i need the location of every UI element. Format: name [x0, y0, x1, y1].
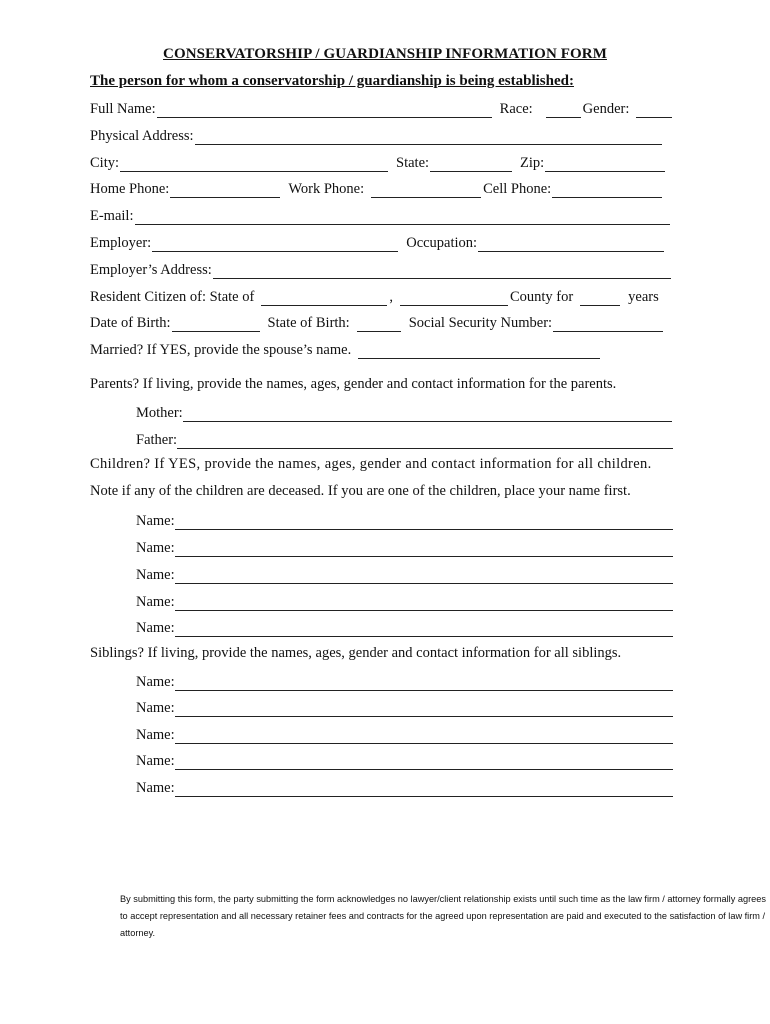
child-name-field[interactable] — [175, 568, 439, 584]
child-details-field[interactable] — [439, 621, 673, 637]
sibling-name-field[interactable] — [175, 728, 439, 744]
sibling-name-label: Name: — [136, 700, 175, 716]
child-name-label: Name: — [136, 540, 175, 556]
cell-phone-field[interactable] — [552, 182, 662, 198]
sibling-details-field[interactable] — [439, 701, 673, 717]
comma-text: , — [389, 289, 393, 305]
row-married — [90, 339, 602, 359]
work-phone-label: Work Phone: — [288, 181, 365, 197]
child-name-row — [136, 591, 673, 611]
married-label: Married? If YES, provide the spouse’s name. — [90, 342, 352, 358]
work-phone-field[interactable] — [371, 182, 481, 198]
sibling-name-row — [136, 724, 673, 744]
occupation-field[interactable] — [478, 236, 664, 252]
race-field[interactable] — [546, 102, 581, 118]
sibling-name-label: Name: — [136, 780, 175, 796]
row-father — [136, 429, 673, 449]
resident-state-field[interactable] — [261, 290, 387, 306]
child-name-row — [136, 537, 673, 557]
full-name-label: Full Name: — [90, 101, 156, 117]
email-field[interactable] — [135, 209, 670, 225]
row-birth-ssn — [90, 312, 665, 332]
race-label: Race: — [499, 101, 533, 117]
employer-address-label: Employer’s Address: — [90, 262, 212, 278]
father-field[interactable] — [177, 433, 673, 449]
home-phone-field[interactable] — [170, 182, 280, 198]
row-city-state-zip — [90, 152, 667, 172]
child-details-field[interactable] — [439, 568, 673, 584]
resident-citizen-label: Resident Citizen of: State of — [90, 289, 255, 305]
row-email — [90, 205, 672, 225]
employer-address-field[interactable] — [213, 263, 671, 279]
row-phones — [90, 178, 664, 198]
children-instruction-line1: Children? If YES, provide the names, ages, gender and contact information for all children. — [90, 456, 652, 472]
row-employer-address — [90, 259, 673, 279]
email-label: E-mail: — [90, 208, 134, 224]
county-for-label: County for — [509, 289, 574, 305]
employer-label: Employer: — [90, 235, 152, 251]
section-subheading: The person for whom a conservatorship / guardianship is being established: — [90, 73, 574, 89]
state-of-birth-label: State of Birth: — [267, 315, 350, 331]
state-of-birth-field[interactable] — [357, 316, 401, 332]
physical-address-field[interactable] — [195, 129, 662, 145]
row-employer — [90, 232, 666, 252]
child-name-row — [136, 617, 673, 637]
sibling-details-field[interactable] — [439, 675, 673, 691]
sibling-name-field[interactable] — [175, 781, 439, 797]
child-details-field[interactable] — [439, 514, 673, 530]
child-name-field[interactable] — [175, 595, 439, 611]
row-physical-address — [90, 125, 664, 145]
city-field[interactable] — [120, 156, 388, 172]
ssn-field[interactable] — [553, 316, 663, 332]
child-details-field[interactable] — [439, 595, 673, 611]
sibling-name-field[interactable] — [175, 675, 439, 691]
child-name-field[interactable] — [175, 621, 439, 637]
child-name-label: Name: — [136, 567, 175, 583]
mother-field[interactable] — [183, 406, 672, 422]
employer-field[interactable] — [152, 236, 398, 252]
gender-label: Gender: — [582, 101, 630, 117]
zip-field[interactable] — [545, 156, 665, 172]
sibling-name-row — [136, 777, 673, 797]
county-field[interactable] — [400, 290, 508, 306]
state-label: State: — [396, 155, 430, 171]
cell-phone-label: Cell Phone: — [483, 181, 552, 197]
child-details-field[interactable] — [439, 541, 673, 557]
home-phone-label: Home Phone: — [90, 181, 170, 197]
sibling-name-row — [136, 697, 673, 717]
disclaimer-text: By submitting this form, the party submitting the form acknowledges no lawyer/client relationship exists until such time as the law firm / attorney formally agrees to accept representation and all necessary retainer fees and contracts for the agreed upon representation are paid and executed to the satisfaction of law firm / attorney. — [120, 894, 766, 938]
sibling-details-field[interactable] — [439, 728, 673, 744]
sibling-details-field[interactable] — [439, 754, 673, 770]
sibling-details-field[interactable] — [439, 781, 673, 797]
years-label: years — [628, 289, 659, 305]
sibling-name-label: Name: — [136, 674, 175, 690]
zip-label: Zip: — [520, 155, 545, 171]
occupation-label: Occupation: — [406, 235, 478, 251]
child-name-label: Name: — [136, 513, 175, 529]
dob-label: Date of Birth: — [90, 315, 171, 331]
sibling-name-field[interactable] — [175, 701, 439, 717]
spouse-name-field[interactable] — [358, 343, 600, 359]
child-name-row — [136, 564, 673, 584]
ssn-label: Social Security Number: — [408, 315, 553, 331]
sibling-name-row — [136, 750, 673, 770]
child-name-row — [136, 510, 673, 530]
sibling-name-field[interactable] — [175, 754, 439, 770]
parents-instruction: Parents? If living, provide the names, ages, gender and contact information for the parents. — [90, 376, 617, 392]
form-title: CONSERVATORSHIP / GUARDIANSHIP INFORMATION FORM — [163, 46, 607, 62]
years-field[interactable] — [580, 290, 620, 306]
sibling-name-label: Name: — [136, 727, 175, 743]
siblings-instruction: Siblings? If living, provide the names, ages, gender and contact information for all siblings. — [90, 645, 622, 661]
row-resident-citizen — [90, 286, 659, 306]
father-label: Father: — [136, 432, 178, 448]
row-mother — [136, 402, 672, 422]
child-name-field[interactable] — [175, 514, 439, 530]
sibling-name-row — [136, 671, 673, 691]
child-name-label: Name: — [136, 594, 175, 610]
full-name-field[interactable] — [157, 102, 492, 118]
child-name-field[interactable] — [175, 541, 439, 557]
state-field[interactable] — [430, 156, 512, 172]
city-label: City: — [90, 155, 120, 171]
gender-field[interactable] — [636, 102, 672, 118]
children-instruction-line2: Note if any of the children are deceased. If you are one of the children, place your name first. — [90, 483, 631, 499]
child-name-label: Name: — [136, 620, 175, 636]
dob-field[interactable] — [172, 316, 260, 332]
physical-address-label: Physical Address: — [90, 128, 194, 144]
sibling-name-label: Name: — [136, 753, 175, 769]
mother-label: Mother: — [136, 405, 183, 421]
row-full-name — [90, 98, 674, 118]
